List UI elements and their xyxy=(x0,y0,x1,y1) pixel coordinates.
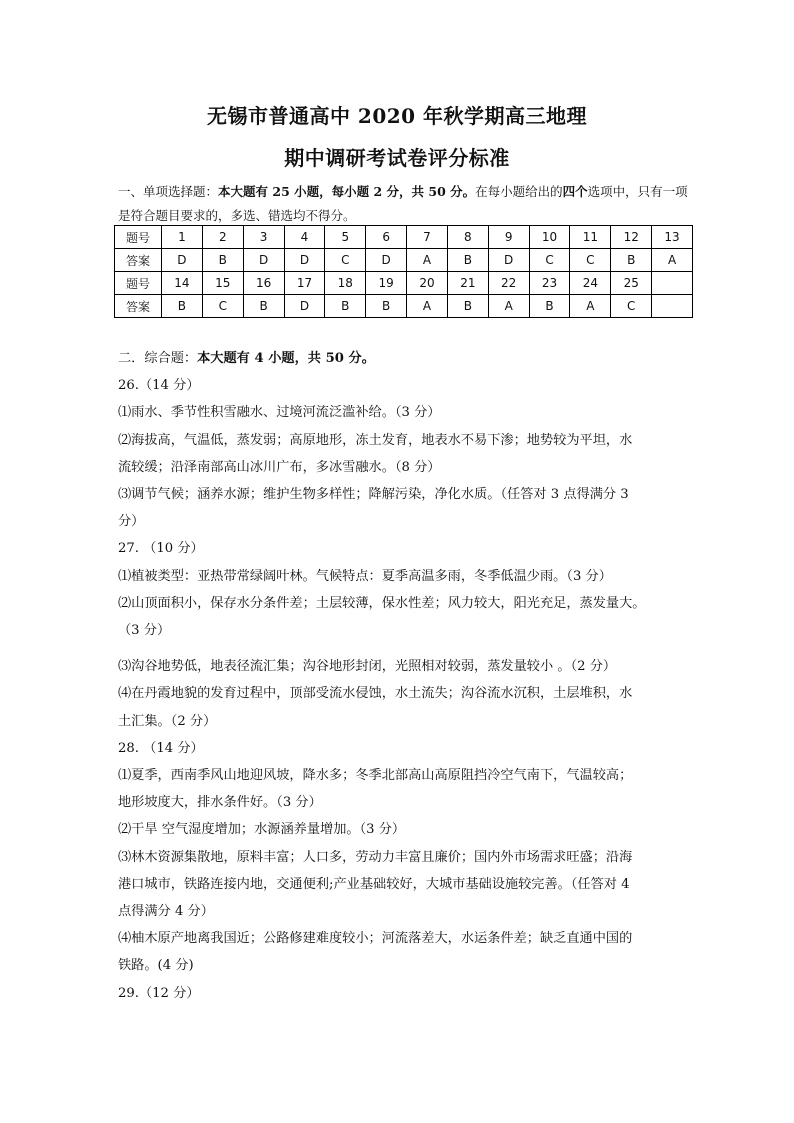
question-number-cell: 12 xyxy=(611,226,652,249)
answer-cell: D xyxy=(488,249,529,272)
row-label: 答案 xyxy=(115,295,162,318)
text-line: ⑵干旱 空气湿度增加；水源涵养量增加。（3 分） xyxy=(118,822,406,838)
section-2-body xyxy=(118,345,684,1007)
table-row xyxy=(115,249,693,272)
row-label: 题号 xyxy=(115,226,162,249)
section-2-bold: 本大题有 4 小题，共 50 分。 xyxy=(197,351,375,366)
text-line: 分） xyxy=(118,514,145,530)
table-row xyxy=(115,226,693,249)
text-line: ⑵山顶面积小，保存水分条件差；土层较薄，保水性差；风力较大，阳光充足，蒸发量大。 xyxy=(118,595,646,611)
table-row xyxy=(115,295,693,318)
text-line: ⑴夏季，西南季风山地迎风坡，降水多；冬季北部高山高原阻挡冷空气南下，气温较高； xyxy=(118,768,633,784)
table-row xyxy=(115,272,693,295)
question-number-cell: 8 xyxy=(447,226,488,249)
section-2-lead: 二．综合题： xyxy=(118,351,198,366)
question-number-cell: 9 xyxy=(488,226,529,249)
answer-cell: B xyxy=(611,249,652,272)
question-number-cell: 25 xyxy=(611,272,652,295)
question-number-cell: 16 xyxy=(243,272,284,295)
question-number-cell xyxy=(652,272,693,295)
answer-cell: C xyxy=(529,249,570,272)
answer-cell: B xyxy=(447,249,488,272)
text-line: 26.（14 分） xyxy=(118,378,200,394)
question-number-cell: 20 xyxy=(407,272,448,295)
row-label: 题号 xyxy=(115,272,162,295)
question-number-cell: 22 xyxy=(488,272,529,295)
answer-cell: D xyxy=(366,249,407,272)
section-1-bold2: 四个 xyxy=(562,184,588,199)
question-number-cell: 2 xyxy=(202,226,243,249)
section-2-heading xyxy=(118,345,684,372)
answer-cell: B xyxy=(162,295,203,318)
question-number-cell: 13 xyxy=(652,226,693,249)
text-line: ⑷在丹霞地貌的发育过程中，顶部受流水侵蚀，水土流失；沟谷流水沉积，土层堆积，水 xyxy=(118,686,633,702)
answer-cell: C xyxy=(570,249,611,272)
question-number-cell: 3 xyxy=(243,226,284,249)
text-line: 地形坡度大，排水条件好。（3 分） xyxy=(118,795,322,811)
row-label: 答案 xyxy=(115,249,162,272)
text-line: 28. （14 分） xyxy=(118,740,204,756)
document-subtitle: 期中调研考试卷评分标准 xyxy=(284,146,510,170)
question-number-cell: 7 xyxy=(407,226,448,249)
question-number-cell: 24 xyxy=(570,272,611,295)
question-number-cell: 11 xyxy=(570,226,611,249)
text-line: 流较缓；沿泽南部高山冰川广布，多冰雪融水。（8 分） xyxy=(118,459,441,475)
question-number-cell: 14 xyxy=(162,272,203,295)
question-number-cell: 5 xyxy=(325,226,366,249)
answer-cell: D xyxy=(162,249,203,272)
answer-cell: C xyxy=(611,295,652,318)
text-line: 土汇集。（2 分） xyxy=(118,713,217,729)
answer-cell: B xyxy=(529,295,570,318)
question-number-cell: 23 xyxy=(529,272,570,295)
text-line: 点得满分 4 分） xyxy=(118,904,214,920)
answer-cell: D xyxy=(284,295,325,318)
answer-cell: B xyxy=(325,295,366,318)
text-line: ⑶沟谷地势低，地表径流汇集；沟谷地形封闭，光照相对较弱，蒸发量较小 。（2 分） xyxy=(118,659,617,675)
section-1-rest2: 选项中，只有一项是符合题目要求的，多选、错选均不得分。 xyxy=(118,184,688,223)
answer-cell: A xyxy=(652,249,693,272)
answer-cell: C xyxy=(202,295,243,318)
section-1-lead: 一、单项选择题： xyxy=(118,184,219,199)
text-line: ⑴植被类型：亚热带常绿阔叶林。气候特点：夏季高温多雨，冬季低温少雨。（3 分） xyxy=(118,568,612,584)
question-number-cell: 10 xyxy=(529,226,570,249)
text-line: ⑶林木资源集散地，原料丰富；人口多，劳动力丰富且廉价；国内外市场需求旺盛；沿海 xyxy=(118,849,633,865)
answer-cell: C xyxy=(325,249,366,272)
answer-cell xyxy=(652,295,693,318)
answer-cell: D xyxy=(284,249,325,272)
answer-cell: D xyxy=(243,249,284,272)
answer-cell: B xyxy=(202,249,243,272)
question-number-cell: 4 xyxy=(284,226,325,249)
text-line: 29.（12 分） xyxy=(118,985,200,1001)
text-line: 27. （10 分） xyxy=(118,541,204,557)
answer-cell: B xyxy=(447,295,488,318)
answer-cell: A xyxy=(570,295,611,318)
section-1-bold: 本大题有 25 小题，每小题 2 分，共 50 分。 xyxy=(218,184,476,199)
text-line: ⑵海拔高，气温低，蒸发弱；高原地形，冻土发育，地表水不易下渗；地势较为平坦，水 xyxy=(118,432,633,448)
question-number-cell: 6 xyxy=(366,226,407,249)
answer-cell: B xyxy=(366,295,407,318)
text-line: 港口城市，铁路连接内地，交通便利;产业基础较好，大城市基础设施较完善。（任答对 4 xyxy=(118,876,630,892)
document-title: 无锡市普通高中 2020 年秋学期高三地理 xyxy=(206,104,588,128)
answer-cell: A xyxy=(407,295,448,318)
section-1-instructions xyxy=(118,180,688,228)
question-number-cell: 19 xyxy=(366,272,407,295)
question-number-cell: 17 xyxy=(284,272,325,295)
answer-table xyxy=(114,225,693,318)
answer-cell: B xyxy=(243,295,284,318)
text-line: ⑶调节气候；涵养水源；维护生物多样性；降解污染，净化水质。（任答对 3 点得满分 3 xyxy=(118,487,629,503)
text-line: ⑴雨水、季节性积雪融水、过境河流泛滥补给。（3 分） xyxy=(118,405,441,421)
question-number-cell: 15 xyxy=(202,272,243,295)
question-number-cell: 1 xyxy=(162,226,203,249)
section-1-rest: 在每小题给出的 xyxy=(475,184,563,199)
question-number-cell: 18 xyxy=(325,272,366,295)
text-line: ⑷柚木原产地离我国近；公路修建难度较小；河流落差大，水运条件差；缺乏直通中国的 xyxy=(118,931,633,947)
text-line: 铁路。(4 分) xyxy=(118,958,194,974)
answer-cell: A xyxy=(407,249,448,272)
text-line: （3 分） xyxy=(118,623,171,639)
question-number-cell: 21 xyxy=(447,272,488,295)
answer-cell: A xyxy=(488,295,529,318)
